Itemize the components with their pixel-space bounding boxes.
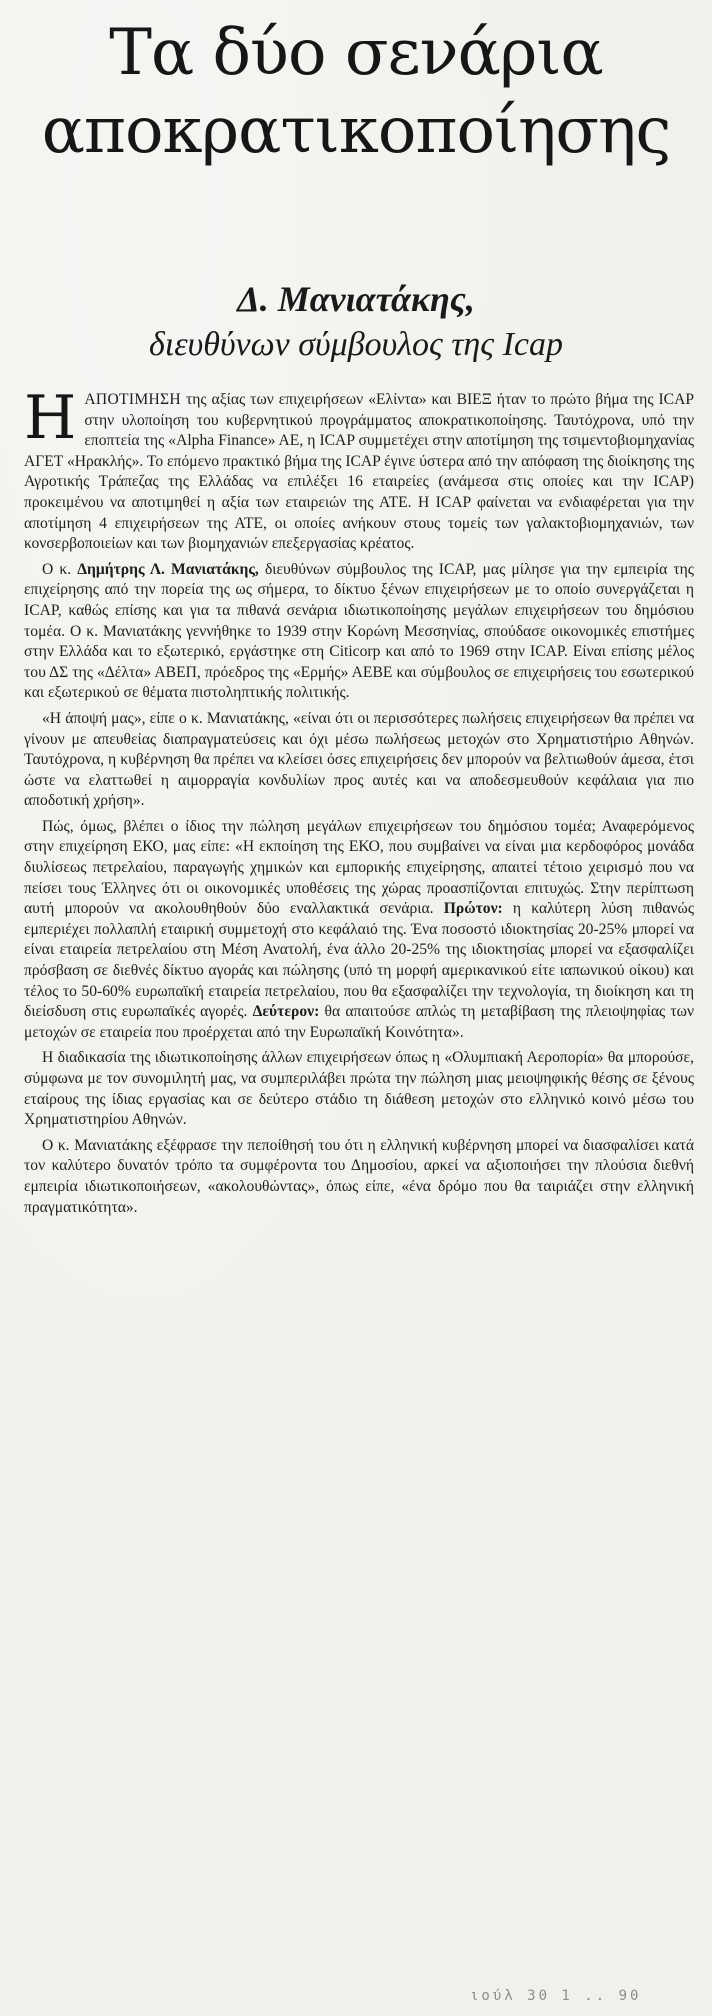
paragraph-2	[24, 560, 694, 704]
interviewee-name: Δημήτρης Λ. Μανιατάκης,	[77, 560, 259, 578]
date-stamp: ιούλ 30 1 .. 90	[470, 1988, 642, 2004]
paragraph-3: «Η άποψή μας», είπε ο κ. Μανιατάκης, «είναι ότι οι περισσότερες πωλήσεις επιχειρήσεων θα πρέπει να γίνουν με απευθείας διαπραγματεύσεις και όχι μέσω πωλήσεως μετοχών στο Χρηματιστήριο Αθηνών. Ταυτόχρονα, η κυβέρνηση θα πρέπει να κλείσει όσες επιχειρήσεις δεν μπορούν να βελτιωθούν άμεσα, έτσι ώστε να ελαττωθεί η αιμορραγία κονδυλίων προς αυτές και να αποδεσμευθούν κεφάλαια για πιο αποδοτική χρήση».	[24, 709, 694, 810]
paragraph-5: Η διαδικασία της ιδιωτικοποίησης άλλων επιχειρήσεων όπως η «Ολυμπιακή Αεροπορία» θα μπορούσε, σύμφωνα με τον συνομιλητή μας, να συμπεριλάβει πρώτα την πώληση μιας μειοψηφικής θέσης σε ξένους εταίρους της ίδιας εργασίας και σε δεύτερο στάδιο τη διάθεση μετοχών στο ελληνικό κοινό μέσω του Χρηματιστηρίου Αθηνών.	[24, 1049, 694, 1129]
article-body	[24, 383, 695, 1223]
paragraph-6: Ο κ. Μανιατάκης εξέφρασε την πεποίθησή του ότι η ελληνική κυβέρνηση μπορεί να διασφαλίσει κατά τον καλύτερο δυνατόν τρόπο τα συμφέροντα του Δημοσίου, αρκεί να αξιοποιήσει την πλούσια διεθνή εμπειρία ιδιωτικοποιήσεων, «ακολουθώντας», όπως είπε, «ένα δρόμο που θα ταιριάζει στην ελληνική πραγματικότητα».	[24, 1136, 694, 1216]
paragraph-4-text-2: η καλύτερη λύση πιθανώς εμπεριέχει πολλαπλή εταιρική συμμετοχή στο κεφάλαιό της. Ένα ποσοστό ιδιοκτησίας 20-25% μπορεί να είναι εταιρεία πετρελαίου στη Μέση Ανατολή, ένα άλλο 20-25% της ιδιοκτησίας μπορεί να εξασφαλίζει πρόσβαση σε διεθνές δίκτυο αγοράς και πώλησης (υπό τη μορφή αμερικανικού είτε ιαπωνικού οίκου) και τέλος το 50-60% ευρωπαϊκή εταιρεία πετρελαίου, που θα εξασφαλίζει την τεχνολογία, τη διοίκηση και τη διείσδυση στις ευρωπαϊκές αγορές.	[24, 900, 695, 1021]
headline-line-2: αποκρατικοποίησης	[41, 94, 671, 168]
headline-line-1: Τα δύο σενάρια	[109, 16, 603, 90]
paragraph-4	[24, 817, 694, 1044]
headline	[0, 14, 712, 170]
scenario-1-label: Πρώτον:	[443, 900, 503, 918]
drop-cap: Η	[24, 383, 77, 453]
paragraph-1	[24, 383, 694, 555]
byline-author: Δ. Μανιατάκης,	[237, 279, 475, 319]
byline-role: διευθύνων σύμβουλος της Icap	[149, 326, 563, 363]
paragraph-4-text-1: Πώς, όμως, βλέπει ο ίδιος την πώληση μεγάλων επιχειρήσεων του δημόσιου τομέα; Αναφερόμενος στην επιχείρηση ΕΚΟ, μας είπε: «Η εκποίηση της ΕΚΟ, που συμβαίνει να είναι μια κερδοφόρος μονάδα διυλίσεως πετρελαίου, παραγωγής χημικών και εμπορικής επιχείρησης, απαιτεί τέτοιο χειρισμό που να πείσει τους Έλληνες ότι οι οικονομικές υποθέσεις της χώρας προασπίζονται επιτυχώς. Στην περίπτωση αυτή μπορούν να ακολουθηθούν δύο εναλλακτικά σενάρια.	[24, 817, 694, 918]
paragraph-2-pre: Ο κ.	[42, 560, 78, 578]
scenario-2-label: Δεύτερον:	[252, 1003, 320, 1021]
paragraph-2-text: διευθύνων σύμβουλος της ICAP, μας μίλησε για την εμπειρία της επιχείρησης από την πορεία της ως σήμερα, το δίκτυο ξένων επιχειρήσεων με το οποίο συνεργάζεται η ICAP, καθώς επίσης και για τα πιθανά σενάρια ιδιωτικοποίησης μεγάλων επιχειρήσεων του δημόσιου τομέα. Ο κ. Μανιατάκης γεννήθηκε το 1939 στην Κορώνη Μεσσηνίας, σπούδασε οικονομικές επιστήμες στην Ελλάδα και το εξωτερικό, εργάστηκε στη Citicorp και από το 1969 στην ICAP. Είναι επίσης μέλος του ΔΣ της «Δέλτα» ΑΒΕΠ, πρόεδρος της «Ερμής» ΑΕΒΕ και σύμβουλος σε επιχειρήσεις του εσωτερικού και εξωτερικού σε θέματα πιστοληπτικής πολιτικής.	[24, 560, 694, 702]
lead-in: ΑΠΟΤΙΜΗΣΗ	[84, 391, 181, 408]
paragraph-4-text-3: θα απαιτούσε απλώς τη μεταβίβαση της πλειοψηφίας των μετοχών σε εταιρεία που προέρχεται από την Ευρωπαϊκή Κοινότητα».	[24, 1003, 694, 1041]
paragraph-1-text: της αξίας των επιχειρήσεων «Ελίντα» και ΒΙΕΞ ήταν το πρώτο βήμα της ICAP στην υλοποίηση του κυβερνητικού προγράμματος αποκρατικοποίησης. Ταυτόχρονα, υπό την εποπτεία της «Alpha Finance» AE, η ICAP συμμετέχει στην αποτίμηση της τσιμεντοβιομηχανίας ΑΓΕΤ «Ηρακλής». Το επόμενο πρακτικό βήμα της ICAP έγινε ύστερα από την απόφαση της διοίκησης της Αγροτικής Τράπεζας της Ελλάδας να επιλέξει 16 εταιρείες (ανάμεσα στις οποίες και την ICAP) προκειμένου να αποτιμηθεί η αξία των εταιρειών της ΑΤΕ. Η ICAP φαίνεται να ενδιαφέρεται για την αποτίμηση 4 επιχειρήσεων της ΑΤΕ, οι οποίες ανήκουν στους τομείς των γαλακτοβιομηχανιών, των κονσερβοποιείων και των βιομηχανιών επεξεργασίας κρέατος.	[24, 391, 694, 553]
byline	[0, 276, 712, 368]
